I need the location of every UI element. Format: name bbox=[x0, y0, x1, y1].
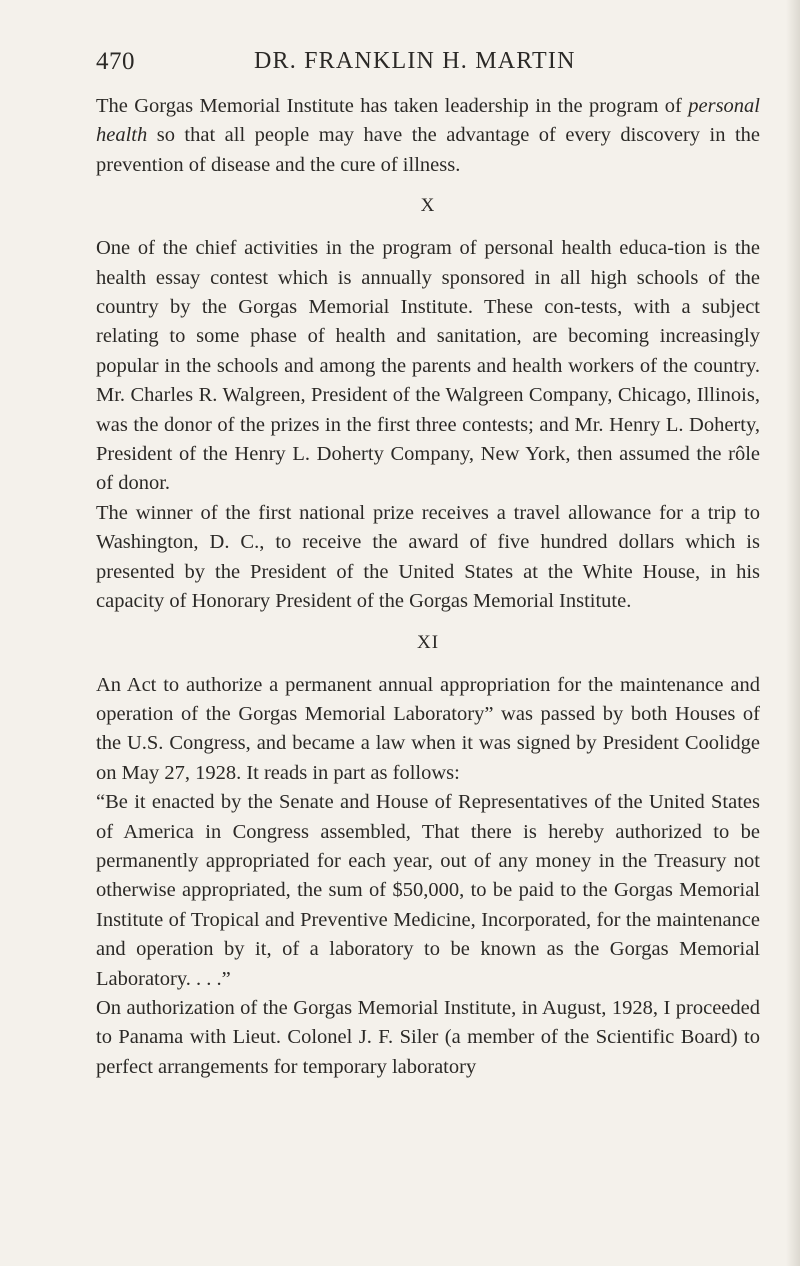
page-header bbox=[0, 48, 800, 88]
paragraph-gorgas-leadership bbox=[96, 92, 760, 180]
body-text bbox=[96, 92, 760, 1082]
paragraph-national-prize: The winner of the first national prize receives a travel allowance for a trip to Washington, D. C., to receive the award of five hundred dollars which is presented by the President of the United States at the White House, in his capacity of Honorary President of the Gorgas Memorial Institute. bbox=[96, 501, 760, 613]
italic-phrase: personal health bbox=[96, 95, 760, 147]
paragraph-act-quotation: “Be it enacted by the Senate and House of Representatives of the United States of America in Congress assembled, That there is hereby authorized to be permanently appropriated for each year, out of any money in the Treasury not otherwise appropriated, the sum of $50,000, to be paid to the Gorgas Memorial Institute of Tropical and Preventive Medicine, Incorporated, for the maintenance and operation by it, of a laboratory to be known as the Gorgas Memorial Laboratory. . . .” bbox=[96, 791, 760, 990]
page-edge-shadow bbox=[786, 0, 800, 1266]
paragraph-appropriation-act: An Act to authorize a permanent annual appropriation for the maintenance and operation of the Gorgas Memorial Laboratory” was passed by both Houses of the U.S. Congress, and became a law when it was signed by President Coolidge on May 27, 1928. It reads in part as follows: bbox=[96, 673, 760, 784]
section-heading-x: X bbox=[420, 195, 436, 217]
running-head: DR. FRANKLIN H. MARTIN bbox=[254, 48, 576, 74]
paragraph-text: The Gorgas Memorial Institute has taken leadership in the program of bbox=[96, 95, 689, 117]
paragraph-panama-trip: On authorization of the Gorgas Memorial Institute, in August, 1928, I proceeded to Panama with Lieut. Colonel J. F. Siler (a member of the Scientific Board) to perfect arrangements for temporary laboratory bbox=[96, 996, 760, 1078]
paragraph-essay-contest: One of the chief activities in the program of personal health educa-tion is the health essay contest which is annually sponsored in all high schools of the country by the Gorgas Memorial Institute. These con-tests, with a subject relating to some phase of health and sanitation, are becoming increasingly popular in the schools and among the parents and health workers of the country. Mr. Charles R. Walgreen, President of the Walgreen Company, Chicago, Illinois, was the donor of the prizes in the first three contests; and Mr. Henry L. Doherty, President of the Henry L. Doherty Company, New York, then assumed the rôle of donor. bbox=[96, 237, 760, 495]
paragraph-text: so that all people may have the advantage of every discovery in the prevention of disease and the cure of illness. bbox=[96, 124, 760, 176]
section-heading-xi: XI bbox=[416, 631, 440, 653]
page-number: 470 bbox=[96, 48, 135, 75]
